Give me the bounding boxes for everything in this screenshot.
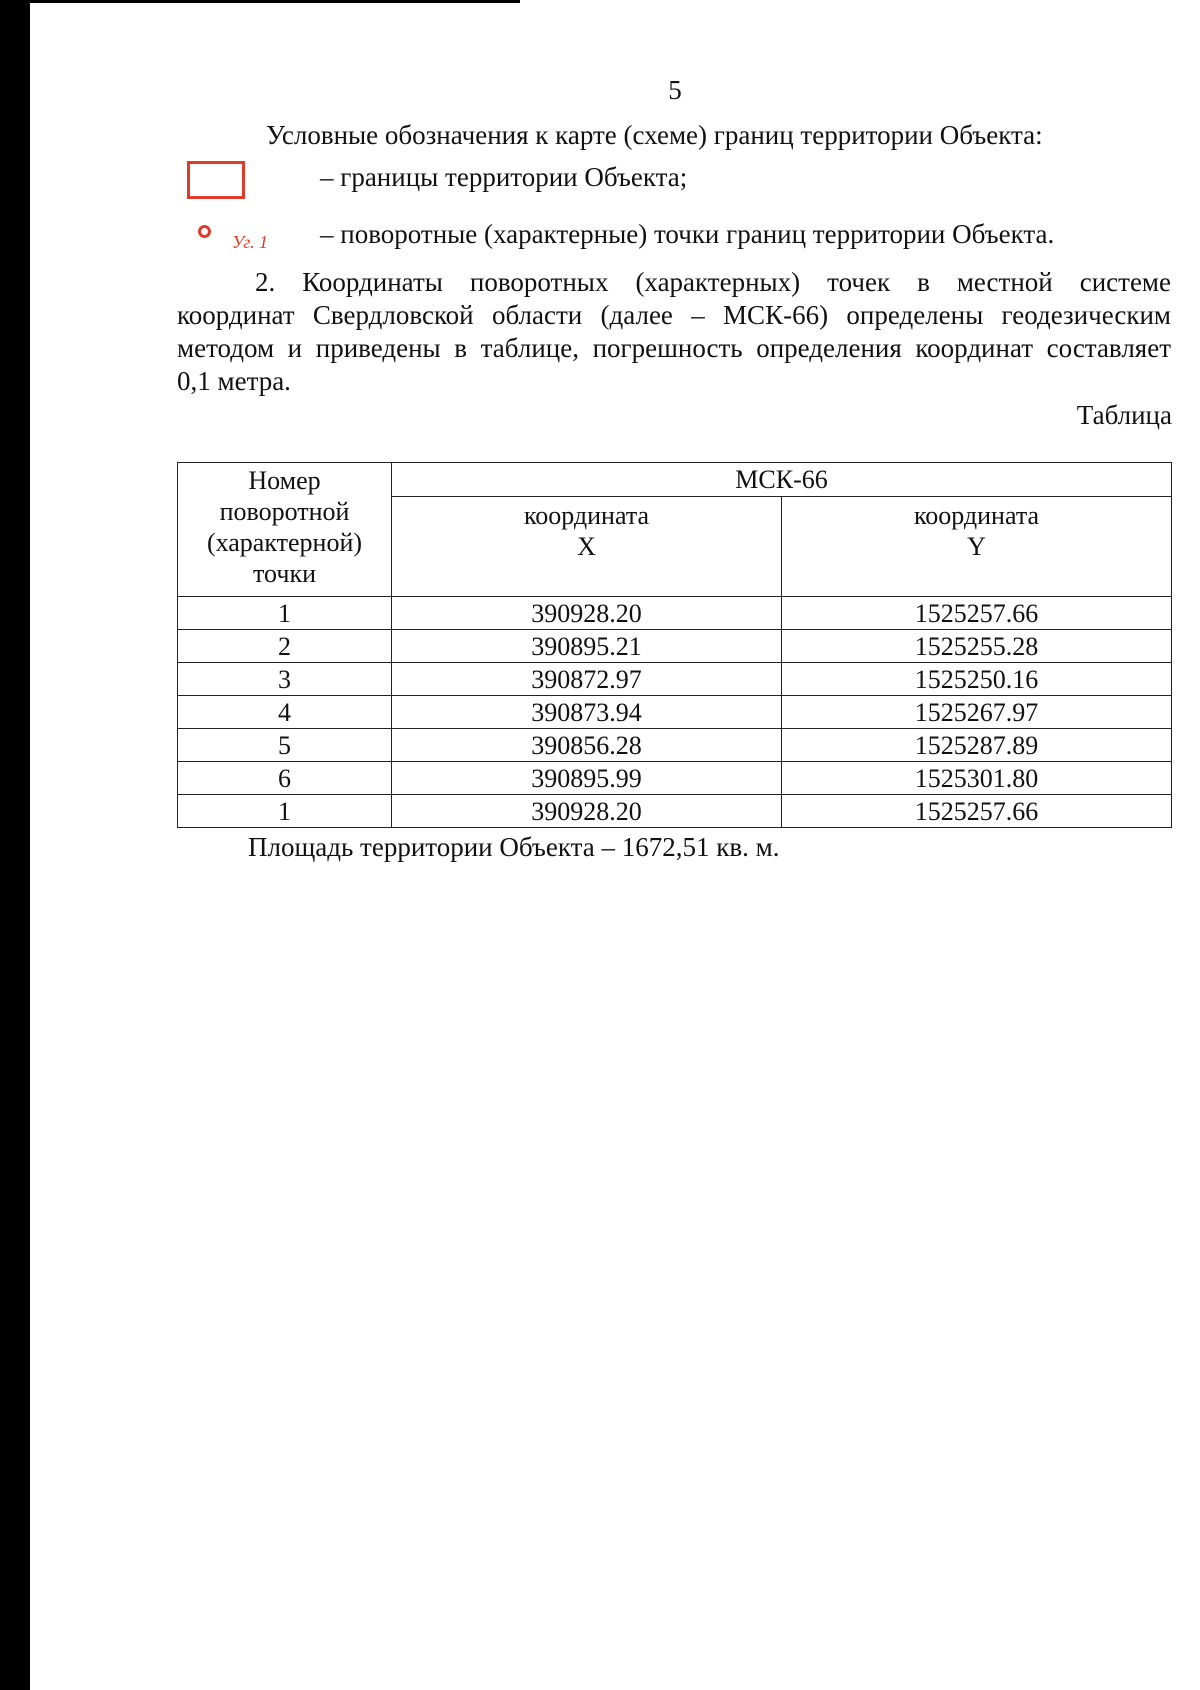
header-point-line: (характерной) (206, 528, 363, 557)
cell-x: 390873.94 (392, 696, 782, 729)
header-y-line: Y (967, 532, 986, 561)
legend-point-text: – поворотные (характерные) точки границ территории Объекта. (320, 219, 1055, 249)
cell-point: 4 (178, 696, 392, 729)
paragraph-line: методом и приведены в таблице, погрешность определения координат составляет (177, 333, 1171, 363)
scan-edge-left (0, 0, 30, 1690)
header-x (392, 497, 782, 597)
turning-point-label: Уг. 1 (232, 232, 268, 252)
table-caption: Таблица (1076, 400, 1172, 430)
cell-y: 1525257.66 (782, 597, 1172, 630)
page-number: 5 (668, 75, 682, 105)
table-row (178, 597, 1172, 630)
cell-x: 390872.97 (392, 663, 782, 696)
coordinates-table (177, 462, 1172, 828)
cell-y: 1525255.28 (782, 630, 1172, 663)
header-point-line: точки (253, 559, 316, 588)
cell-x: 390856.28 (392, 729, 782, 762)
header-coordinate-system: МСК-66 (392, 463, 1172, 497)
coordinates-paragraph (177, 266, 1171, 398)
table-row (178, 630, 1172, 663)
cell-point: 2 (178, 630, 392, 663)
cell-point: 1 (178, 795, 392, 828)
header-y-line: координата (913, 501, 1040, 530)
boundary-legend-icon (187, 161, 245, 199)
cell-y: 1525267.97 (782, 696, 1172, 729)
cell-y: 1525301.80 (782, 762, 1172, 795)
cell-point: 1 (178, 597, 392, 630)
header-point-line: поворотной (219, 497, 350, 526)
header-point-number (178, 463, 392, 597)
paragraph-line: 0,1 метра. (177, 366, 291, 396)
table-row (178, 795, 1172, 828)
legend-boundary-text: – границы территории Объекта; (320, 162, 688, 192)
header-x-line: координата (523, 501, 650, 530)
cell-x: 390895.21 (392, 630, 782, 663)
header-y (782, 497, 1172, 597)
paragraph-line: координат Свердловской области (далее – МСК-66) определены геодезическим (177, 300, 1171, 330)
table-row (178, 729, 1172, 762)
legend-title: Условные обозначения к карте (схеме) границ территории Объекта: (266, 120, 1043, 150)
table-row (178, 696, 1172, 729)
paragraph-line: 2. Координаты поворотных (характерных) точек в местной системе (255, 267, 1171, 297)
cell-x: 390895.99 (392, 762, 782, 795)
header-point-line: Номер (248, 466, 321, 495)
table-row (178, 762, 1172, 795)
cell-y: 1525287.89 (782, 729, 1172, 762)
cell-x: 390928.20 (392, 795, 782, 828)
cell-point: 6 (178, 762, 392, 795)
header-x-line: X (577, 532, 596, 561)
table-row (178, 663, 1172, 696)
area-statement: Площадь территории Объекта – 1672,51 кв. м. (248, 832, 780, 862)
turning-point-icon (198, 225, 211, 238)
cell-x: 390928.20 (392, 597, 782, 630)
scan-edge-top (0, 0, 520, 3)
cell-y: 1525257.66 (782, 795, 1172, 828)
cell-y: 1525250.16 (782, 663, 1172, 696)
cell-point: 3 (178, 663, 392, 696)
cell-point: 5 (178, 729, 392, 762)
